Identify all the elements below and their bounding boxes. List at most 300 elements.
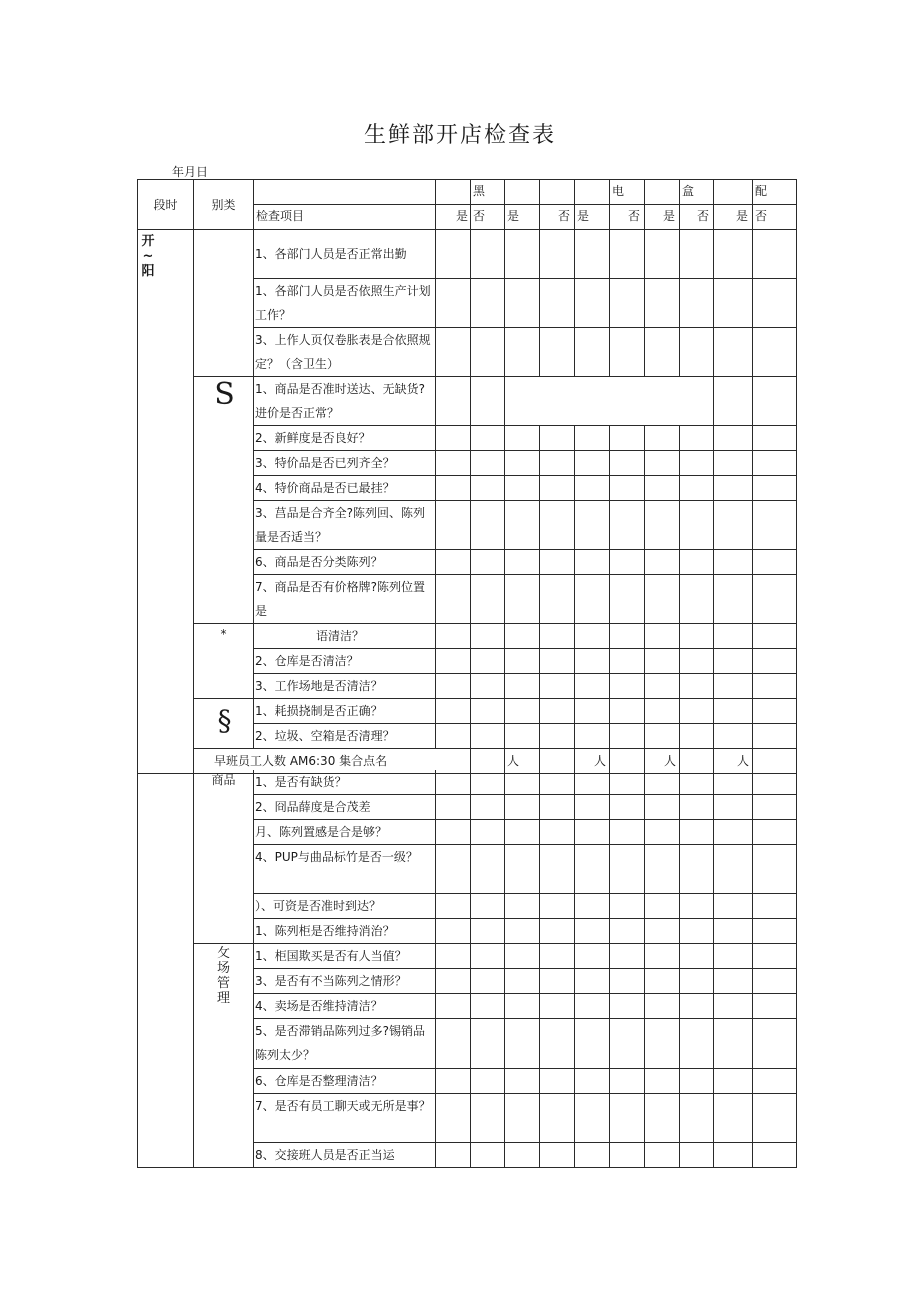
yes-cell[interactable] xyxy=(575,501,610,550)
yes-cell[interactable] xyxy=(436,575,471,624)
no-cell[interactable] xyxy=(540,1143,575,1168)
no-cell[interactable] xyxy=(753,451,797,476)
yes-cell[interactable] xyxy=(645,1069,680,1094)
yes-cell[interactable] xyxy=(436,1143,471,1168)
check-item: 7、是否有员工聊天或无所是事？ xyxy=(254,1094,436,1143)
yes-cell[interactable] xyxy=(645,451,680,476)
yes-cell[interactable] xyxy=(436,894,471,919)
no-cell[interactable] xyxy=(610,426,645,451)
yes-cell[interactable] xyxy=(714,1019,753,1069)
no-cell[interactable] xyxy=(753,575,797,624)
no-cell[interactable] xyxy=(471,1143,505,1168)
no-cell[interactable] xyxy=(680,1143,714,1168)
yes-cell[interactable] xyxy=(575,279,610,328)
yes-cell[interactable] xyxy=(436,377,471,426)
yes-cell[interactable] xyxy=(575,770,610,795)
yes-cell[interactable] xyxy=(714,1143,753,1168)
yes-cell[interactable] xyxy=(575,724,610,749)
no-cell[interactable] xyxy=(540,795,575,820)
yes-cell[interactable] xyxy=(645,1143,680,1168)
yes-cell[interactable] xyxy=(645,279,680,328)
yes-cell[interactable] xyxy=(505,476,540,501)
no-cell[interactable] xyxy=(471,649,505,674)
no-cell[interactable] xyxy=(680,820,714,845)
check-item: 4、特价商品是否已最挂？ xyxy=(254,476,436,501)
no-cell[interactable] xyxy=(540,426,575,451)
yes-cell[interactable] xyxy=(505,328,540,377)
yes-cell[interactable] xyxy=(645,476,680,501)
no-cell[interactable] xyxy=(610,894,645,919)
yes-cell[interactable] xyxy=(645,674,680,699)
yes-cell[interactable] xyxy=(714,377,753,426)
yes-cell[interactable] xyxy=(436,919,471,944)
no-cell[interactable] xyxy=(540,476,575,501)
yes-cell[interactable] xyxy=(505,649,540,674)
no-cell[interactable] xyxy=(471,894,505,919)
yes-cell[interactable] xyxy=(714,894,753,919)
yes-cell[interactable] xyxy=(436,624,471,649)
yes-cell[interactable] xyxy=(714,1069,753,1094)
no-cell[interactable] xyxy=(540,674,575,699)
no-cell[interactable] xyxy=(471,770,505,795)
no-cell[interactable] xyxy=(471,944,505,969)
no-cell[interactable] xyxy=(610,674,645,699)
yes-cell[interactable] xyxy=(714,770,753,795)
no-cell[interactable] xyxy=(471,845,505,894)
yes-cell[interactable] xyxy=(436,230,471,279)
yes-cell[interactable] xyxy=(436,770,471,795)
yes-cell[interactable] xyxy=(575,1094,610,1143)
check-item: 1、陈列柜是否维持消治？ xyxy=(254,919,436,944)
yes-cell[interactable] xyxy=(505,501,540,550)
no-cell[interactable] xyxy=(680,426,714,451)
no-cell[interactable] xyxy=(753,328,797,377)
no-cell[interactable] xyxy=(680,328,714,377)
no-cell[interactable] xyxy=(610,476,645,501)
no-cell[interactable] xyxy=(540,451,575,476)
no-cell[interactable] xyxy=(680,795,714,820)
no-cell[interactable] xyxy=(471,377,505,426)
no-cell[interactable] xyxy=(610,649,645,674)
no-cell[interactable] xyxy=(610,994,645,1019)
yes-cell[interactable] xyxy=(505,969,540,994)
yes-cell[interactable] xyxy=(505,279,540,328)
no-cell[interactable] xyxy=(753,1019,797,1069)
yes-cell[interactable] xyxy=(714,969,753,994)
no-cell[interactable] xyxy=(610,624,645,649)
yes-cell[interactable] xyxy=(714,624,753,649)
header-yes: 是 xyxy=(645,205,680,230)
category-floor-label: 攵场管理 xyxy=(216,946,230,1006)
no-cell[interactable] xyxy=(610,1019,645,1069)
yes-cell[interactable] xyxy=(645,328,680,377)
header-group-1: 黑 xyxy=(471,180,505,205)
no-cell[interactable] xyxy=(610,969,645,994)
no-cell[interactable] xyxy=(753,279,797,328)
no-cell[interactable] xyxy=(540,328,575,377)
no-cell[interactable] xyxy=(471,476,505,501)
no-cell[interactable] xyxy=(753,476,797,501)
yes-cell[interactable] xyxy=(436,994,471,1019)
header-yes: 是 xyxy=(714,205,753,230)
yes-cell[interactable] xyxy=(714,426,753,451)
no-cell[interactable] xyxy=(610,1069,645,1094)
yes-cell[interactable] xyxy=(645,699,680,724)
yes-cell[interactable] xyxy=(645,575,680,624)
no-cell[interactable] xyxy=(540,820,575,845)
no-cell[interactable] xyxy=(540,624,575,649)
yes-cell[interactable] xyxy=(714,795,753,820)
yes-cell[interactable] xyxy=(645,501,680,550)
yes-cell[interactable] xyxy=(575,919,610,944)
no-cell[interactable] xyxy=(540,1019,575,1069)
yes-cell[interactable] xyxy=(714,845,753,894)
no-cell[interactable] xyxy=(471,230,505,279)
yes-cell[interactable] xyxy=(436,699,471,724)
yes-cell[interactable] xyxy=(436,550,471,575)
no-cell[interactable] xyxy=(680,550,714,575)
no-cell[interactable] xyxy=(610,699,645,724)
yes-cell[interactable] xyxy=(505,451,540,476)
yes-cell[interactable] xyxy=(436,1069,471,1094)
yes-cell[interactable] xyxy=(714,575,753,624)
no-cell[interactable] xyxy=(680,1094,714,1143)
no-cell[interactable] xyxy=(680,994,714,1019)
check-item: 4、卖场是否维持清洁？ xyxy=(254,994,436,1019)
no-cell[interactable] xyxy=(540,724,575,749)
yes-cell[interactable] xyxy=(645,994,680,1019)
no-cell[interactable] xyxy=(540,770,575,795)
no-cell[interactable] xyxy=(471,575,505,624)
yes-cell[interactable] xyxy=(436,279,471,328)
yes-cell[interactable] xyxy=(714,230,753,279)
yes-cell[interactable] xyxy=(575,451,610,476)
no-cell[interactable] xyxy=(753,1143,797,1168)
no-cell[interactable] xyxy=(471,328,505,377)
yes-cell[interactable] xyxy=(645,845,680,894)
no-cell[interactable] xyxy=(610,795,645,820)
no-cell[interactable] xyxy=(680,845,714,894)
yes-cell[interactable] xyxy=(645,1094,680,1143)
no-cell[interactable] xyxy=(680,770,714,795)
no-cell[interactable] xyxy=(680,624,714,649)
no-cell[interactable] xyxy=(680,894,714,919)
yes-cell[interactable] xyxy=(436,328,471,377)
no-cell[interactable] xyxy=(753,919,797,944)
no-cell[interactable] xyxy=(680,575,714,624)
no-cell[interactable] xyxy=(610,328,645,377)
no-cell[interactable] xyxy=(680,501,714,550)
yes-cell[interactable] xyxy=(505,1019,540,1069)
header-yes: 是 xyxy=(575,205,610,230)
check-item: 月、陈列置感是合是够？ xyxy=(254,820,436,845)
no-cell[interactable] xyxy=(753,230,797,279)
yes-cell[interactable] xyxy=(575,1069,610,1094)
no-cell[interactable] xyxy=(680,1069,714,1094)
yes-cell[interactable] xyxy=(575,994,610,1019)
no-cell[interactable] xyxy=(753,969,797,994)
no-cell[interactable] xyxy=(680,674,714,699)
no-cell[interactable] xyxy=(680,279,714,328)
yes-cell[interactable] xyxy=(575,328,610,377)
yes-cell[interactable] xyxy=(575,699,610,724)
yes-cell[interactable] xyxy=(436,820,471,845)
yes-cell[interactable] xyxy=(645,624,680,649)
yes-cell[interactable] xyxy=(714,820,753,845)
no-cell[interactable] xyxy=(471,795,505,820)
yes-cell[interactable] xyxy=(505,770,540,795)
yes-cell[interactable] xyxy=(505,230,540,279)
no-cell[interactable] xyxy=(680,944,714,969)
header-segment: 段时 xyxy=(138,180,194,230)
no-cell[interactable] xyxy=(753,795,797,820)
yes-cell[interactable] xyxy=(575,575,610,624)
no-cell[interactable] xyxy=(680,230,714,279)
yes-cell[interactable] xyxy=(645,944,680,969)
yes-cell[interactable] xyxy=(645,795,680,820)
yes-cell[interactable] xyxy=(645,820,680,845)
category-goods: 商品 xyxy=(194,770,254,944)
no-cell[interactable] xyxy=(753,649,797,674)
yes-cell[interactable] xyxy=(714,328,753,377)
yes-cell[interactable] xyxy=(714,699,753,724)
yes-cell[interactable] xyxy=(575,624,610,649)
yes-cell[interactable] xyxy=(575,1143,610,1168)
no-cell[interactable] xyxy=(680,699,714,724)
no-cell[interactable] xyxy=(753,994,797,1019)
no-cell[interactable] xyxy=(471,820,505,845)
no-cell[interactable] xyxy=(471,624,505,649)
yes-cell[interactable] xyxy=(714,501,753,550)
yes-cell[interactable] xyxy=(575,944,610,969)
yes-cell[interactable] xyxy=(505,795,540,820)
no-cell[interactable] xyxy=(753,894,797,919)
yes-cell[interactable] xyxy=(436,845,471,894)
yes-cell[interactable] xyxy=(714,944,753,969)
yes-cell[interactable] xyxy=(645,724,680,749)
no-cell[interactable] xyxy=(540,894,575,919)
yes-cell[interactable] xyxy=(436,649,471,674)
check-item: 6、仓库是否整理清洁？ xyxy=(254,1069,436,1094)
no-cell[interactable] xyxy=(753,377,797,426)
yes-cell[interactable] xyxy=(436,969,471,994)
no-cell[interactable] xyxy=(540,279,575,328)
yes-cell[interactable] xyxy=(575,845,610,894)
check-item: 1、各部门人员是否依照生产计划工作？ xyxy=(254,279,436,328)
yes-cell[interactable] xyxy=(436,426,471,451)
header-no: 否 xyxy=(610,205,645,230)
no-cell[interactable] xyxy=(610,845,645,894)
check-item: 2、新鲜度是否良好？ xyxy=(254,426,436,451)
no-cell[interactable] xyxy=(610,575,645,624)
yes-cell[interactable] xyxy=(505,894,540,919)
yes-cell[interactable] xyxy=(645,230,680,279)
yes-cell[interactable] xyxy=(714,724,753,749)
no-cell[interactable] xyxy=(610,919,645,944)
no-cell[interactable] xyxy=(753,770,797,795)
no-cell[interactable] xyxy=(753,1094,797,1143)
no-cell[interactable] xyxy=(471,994,505,1019)
no-cell[interactable] xyxy=(471,919,505,944)
yes-cell[interactable] xyxy=(436,944,471,969)
no-cell[interactable] xyxy=(680,451,714,476)
yes-cell[interactable] xyxy=(575,550,610,575)
no-cell[interactable] xyxy=(540,1069,575,1094)
no-cell[interactable] xyxy=(680,969,714,994)
no-cell[interactable] xyxy=(680,649,714,674)
no-cell[interactable] xyxy=(471,279,505,328)
no-cell[interactable] xyxy=(680,724,714,749)
no-cell[interactable] xyxy=(471,1094,505,1143)
yes-cell[interactable] xyxy=(714,1094,753,1143)
yes-cell[interactable] xyxy=(505,820,540,845)
no-cell[interactable] xyxy=(471,1019,505,1069)
check-item: 语清洁？ xyxy=(254,624,436,649)
checklist-table-section2 xyxy=(137,770,797,1168)
check-item: 3、工作场地是否清洁？ xyxy=(254,674,436,699)
header-no: 否 xyxy=(471,205,505,230)
yes-cell[interactable] xyxy=(505,674,540,699)
no-cell[interactable] xyxy=(540,501,575,550)
yes-cell[interactable] xyxy=(575,795,610,820)
yes-cell[interactable] xyxy=(575,674,610,699)
no-cell[interactable] xyxy=(540,919,575,944)
yes-cell[interactable] xyxy=(505,699,540,724)
no-cell[interactable] xyxy=(471,969,505,994)
yes-cell[interactable] xyxy=(714,476,753,501)
no-cell[interactable] xyxy=(610,230,645,279)
yes-cell[interactable] xyxy=(505,575,540,624)
no-cell[interactable] xyxy=(540,230,575,279)
no-cell[interactable] xyxy=(680,476,714,501)
no-cell[interactable] xyxy=(610,820,645,845)
no-cell[interactable] xyxy=(540,649,575,674)
yes-cell[interactable] xyxy=(436,501,471,550)
no-cell[interactable] xyxy=(753,820,797,845)
category-floor-management xyxy=(194,944,254,1168)
yes-cell[interactable] xyxy=(575,1019,610,1069)
yes-cell[interactable] xyxy=(575,969,610,994)
no-cell[interactable] xyxy=(540,944,575,969)
yes-cell[interactable] xyxy=(505,1094,540,1143)
no-cell[interactable] xyxy=(610,451,645,476)
yes-cell[interactable] xyxy=(436,724,471,749)
no-cell[interactable] xyxy=(610,1094,645,1143)
yes-cell[interactable] xyxy=(575,649,610,674)
check-item: 1、是否有缺货？ xyxy=(254,770,436,795)
yes-cell[interactable] xyxy=(575,894,610,919)
yes-cell[interactable] xyxy=(645,649,680,674)
yes-cell[interactable] xyxy=(436,451,471,476)
no-cell[interactable] xyxy=(540,845,575,894)
no-cell[interactable] xyxy=(753,550,797,575)
check-item: 1、耗损挠制是否正确？ xyxy=(254,699,436,724)
yes-cell[interactable] xyxy=(714,994,753,1019)
yes-cell[interactable] xyxy=(645,770,680,795)
yes-cell[interactable] xyxy=(436,1019,471,1069)
no-cell[interactable] xyxy=(610,1143,645,1168)
yes-cell[interactable] xyxy=(505,845,540,894)
check-item: 3、上作人页仅卷胀表是合依照规定？（含卫生） xyxy=(254,328,436,377)
no-cell[interactable] xyxy=(753,944,797,969)
yes-cell[interactable] xyxy=(645,894,680,919)
yes-cell[interactable] xyxy=(505,994,540,1019)
no-cell[interactable] xyxy=(610,944,645,969)
yes-cell[interactable] xyxy=(645,969,680,994)
no-cell[interactable] xyxy=(540,575,575,624)
no-cell[interactable] xyxy=(680,919,714,944)
no-cell[interactable] xyxy=(610,724,645,749)
yes-cell[interactable] xyxy=(505,426,540,451)
no-cell[interactable] xyxy=(540,699,575,724)
yes-cell[interactable] xyxy=(575,230,610,279)
yes-cell[interactable] xyxy=(505,1143,540,1168)
no-cell[interactable] xyxy=(471,674,505,699)
no-cell[interactable] xyxy=(753,699,797,724)
no-cell[interactable] xyxy=(471,699,505,724)
no-cell[interactable] xyxy=(753,426,797,451)
yes-cell[interactable] xyxy=(645,919,680,944)
no-cell[interactable] xyxy=(753,624,797,649)
no-cell[interactable] xyxy=(753,1069,797,1094)
no-cell[interactable] xyxy=(471,550,505,575)
yes-cell[interactable] xyxy=(575,426,610,451)
yes-cell[interactable] xyxy=(505,919,540,944)
no-cell[interactable] xyxy=(540,994,575,1019)
no-cell[interactable] xyxy=(753,845,797,894)
yes-cell[interactable] xyxy=(645,426,680,451)
check-item: 2、仓库是否清洁？ xyxy=(254,649,436,674)
yes-cell[interactable] xyxy=(575,820,610,845)
yes-cell[interactable] xyxy=(436,674,471,699)
yes-cell[interactable] xyxy=(714,919,753,944)
no-cell[interactable] xyxy=(610,501,645,550)
yes-cell[interactable] xyxy=(505,1069,540,1094)
no-cell[interactable] xyxy=(610,279,645,328)
yes-cell[interactable] xyxy=(714,649,753,674)
no-cell[interactable] xyxy=(540,550,575,575)
yes-cell[interactable] xyxy=(505,550,540,575)
yes-cell[interactable] xyxy=(714,279,753,328)
yes-cell[interactable] xyxy=(436,1094,471,1143)
no-cell[interactable] xyxy=(610,770,645,795)
date-label: 年月日 xyxy=(172,165,209,179)
no-cell[interactable] xyxy=(471,426,505,451)
yes-cell[interactable] xyxy=(575,476,610,501)
no-cell[interactable] xyxy=(471,724,505,749)
yes-cell[interactable] xyxy=(505,624,540,649)
yes-cell[interactable] xyxy=(505,724,540,749)
no-cell[interactable] xyxy=(753,674,797,699)
yes-cell[interactable] xyxy=(714,674,753,699)
no-cell[interactable] xyxy=(753,724,797,749)
no-cell[interactable] xyxy=(471,501,505,550)
yes-cell[interactable] xyxy=(436,476,471,501)
yes-cell[interactable] xyxy=(645,550,680,575)
yes-cell[interactable] xyxy=(645,1019,680,1069)
no-cell[interactable] xyxy=(540,1094,575,1143)
yes-cell[interactable] xyxy=(505,944,540,969)
yes-cell[interactable] xyxy=(714,451,753,476)
no-cell[interactable] xyxy=(471,451,505,476)
no-cell[interactable] xyxy=(471,1069,505,1094)
no-cell[interactable] xyxy=(680,1019,714,1069)
yes-cell[interactable] xyxy=(714,550,753,575)
no-cell[interactable] xyxy=(610,550,645,575)
no-cell[interactable] xyxy=(540,969,575,994)
yes-cell[interactable] xyxy=(436,795,471,820)
no-cell[interactable] xyxy=(753,501,797,550)
